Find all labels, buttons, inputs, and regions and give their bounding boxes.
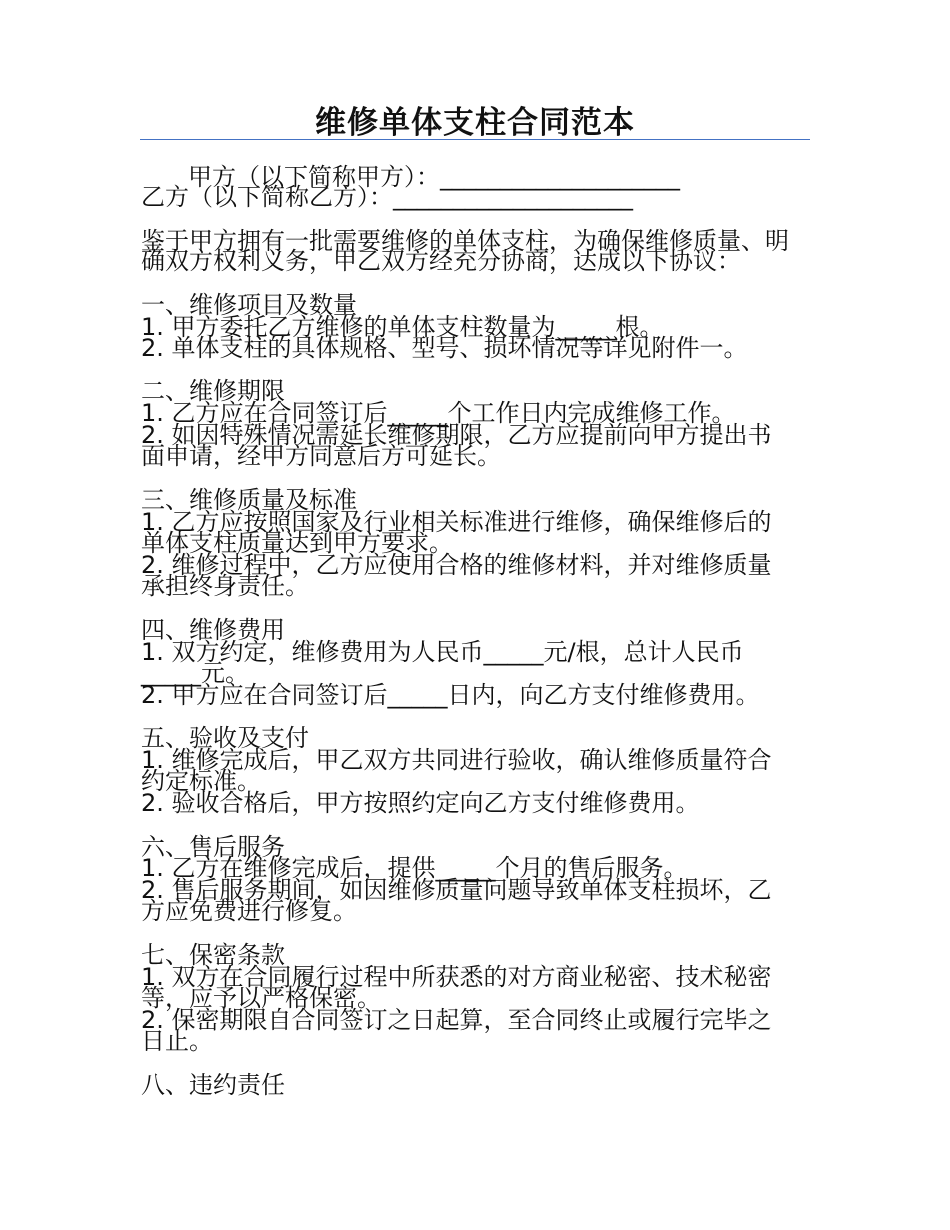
section-7-heading: 七、保密条款 (141, 941, 285, 969)
section-7-item-1-line-1: 1. 双方在合同履行过程中所获悉的对方商业秘密、技术秘密 (141, 963, 772, 991)
intro-line-1: 鉴于甲方拥有一批需要维修的单体支柱，为确保维修质量、明 (141, 227, 789, 255)
section-3-item-2-line-1: 2. 维修过程中，乙方应使用合格的维修材料，并对维修质量 (141, 551, 772, 579)
party-b-line: 乙方（以下简称乙方）：____________________ (141, 183, 633, 211)
intro-line-2: 确双方权利义务，甲乙双方经充分协商，达成以下协议： (141, 247, 741, 275)
section-2-heading: 二、维修期限 (141, 377, 285, 405)
section-5-item-2: 2. 验收合格后，甲方按照约定向乙方支付维修费用。 (141, 789, 700, 817)
section-4-item-1-line-2: _____元。 (141, 659, 249, 687)
section-5-item-1-line-2: 约定标准。 (141, 767, 261, 795)
title-underline (140, 139, 810, 140)
section-8-heading: 八、违约责任 (141, 1071, 285, 1099)
section-5-item-1-line-1: 1. 维修完成后，甲乙双方共同进行验收，确认维修质量符合 (141, 746, 772, 774)
section-4-item-2: 2. 甲方应在合同签订后_____日内，向乙方支付维修费用。 (141, 681, 760, 709)
section-3-item-1-line-2: 单体支柱质量达到甲方要求。 (141, 529, 453, 557)
section-5-heading: 五、验收及支付 (141, 724, 309, 752)
document-title: 维修单体支柱合同范本 (315, 105, 635, 141)
section-6-heading: 六、售后服务 (141, 833, 285, 861)
section-4-item-1-line-1: 1. 双方约定，维修费用为人民币_____元/根，总计人民币 (141, 638, 744, 666)
section-3-heading: 三、维修质量及标准 (141, 486, 357, 514)
section-1-heading: 一、维修项目及数量 (141, 291, 357, 319)
section-1-item-2: 2. 单体支柱的具体规格、型号、损坏情况等详见附件一。 (141, 334, 748, 362)
section-6-item-1: 1. 乙方在维修完成后，提供_____个月的售后服务。 (141, 854, 688, 882)
section-7-item-2-line-2: 日止。 (141, 1027, 213, 1055)
section-4-heading: 四、维修费用 (141, 616, 285, 644)
section-6-item-2-line-2: 方应免费进行修复。 (141, 897, 357, 925)
section-2-item-2-line-2: 面申请，经甲方同意后方可延长。 (141, 442, 501, 470)
section-6-item-2-line-1: 2. 售后服务期间，如因维修质量问题导致单体支柱损坏，乙 (141, 876, 772, 904)
section-2-item-2-line-1: 2. 如因特殊情况需延长维修期限，乙方应提前向甲方提出书 (141, 421, 772, 449)
section-1-item-1: 1. 甲方委托乙方维修的单体支柱数量为_____根。 (141, 313, 664, 341)
section-3-item-1-line-1: 1. 乙方应按照国家及行业相关标准进行维修，确保维修后的 (141, 508, 772, 536)
section-3-item-2-line-2: 承担终身责任。 (141, 572, 309, 600)
section-7-item-2-line-1: 2. 保密期限自合同签订之日起算，至合同终止或履行完毕之 (141, 1006, 772, 1034)
section-2-item-1: 1. 乙方应在合同签订后_____个工作日内完成维修工作。 (141, 399, 736, 427)
section-7-item-1-line-2: 等，应予以严格保密。 (141, 984, 381, 1012)
party-a-line: 甲方（以下简称甲方）：____________________ (188, 163, 680, 191)
